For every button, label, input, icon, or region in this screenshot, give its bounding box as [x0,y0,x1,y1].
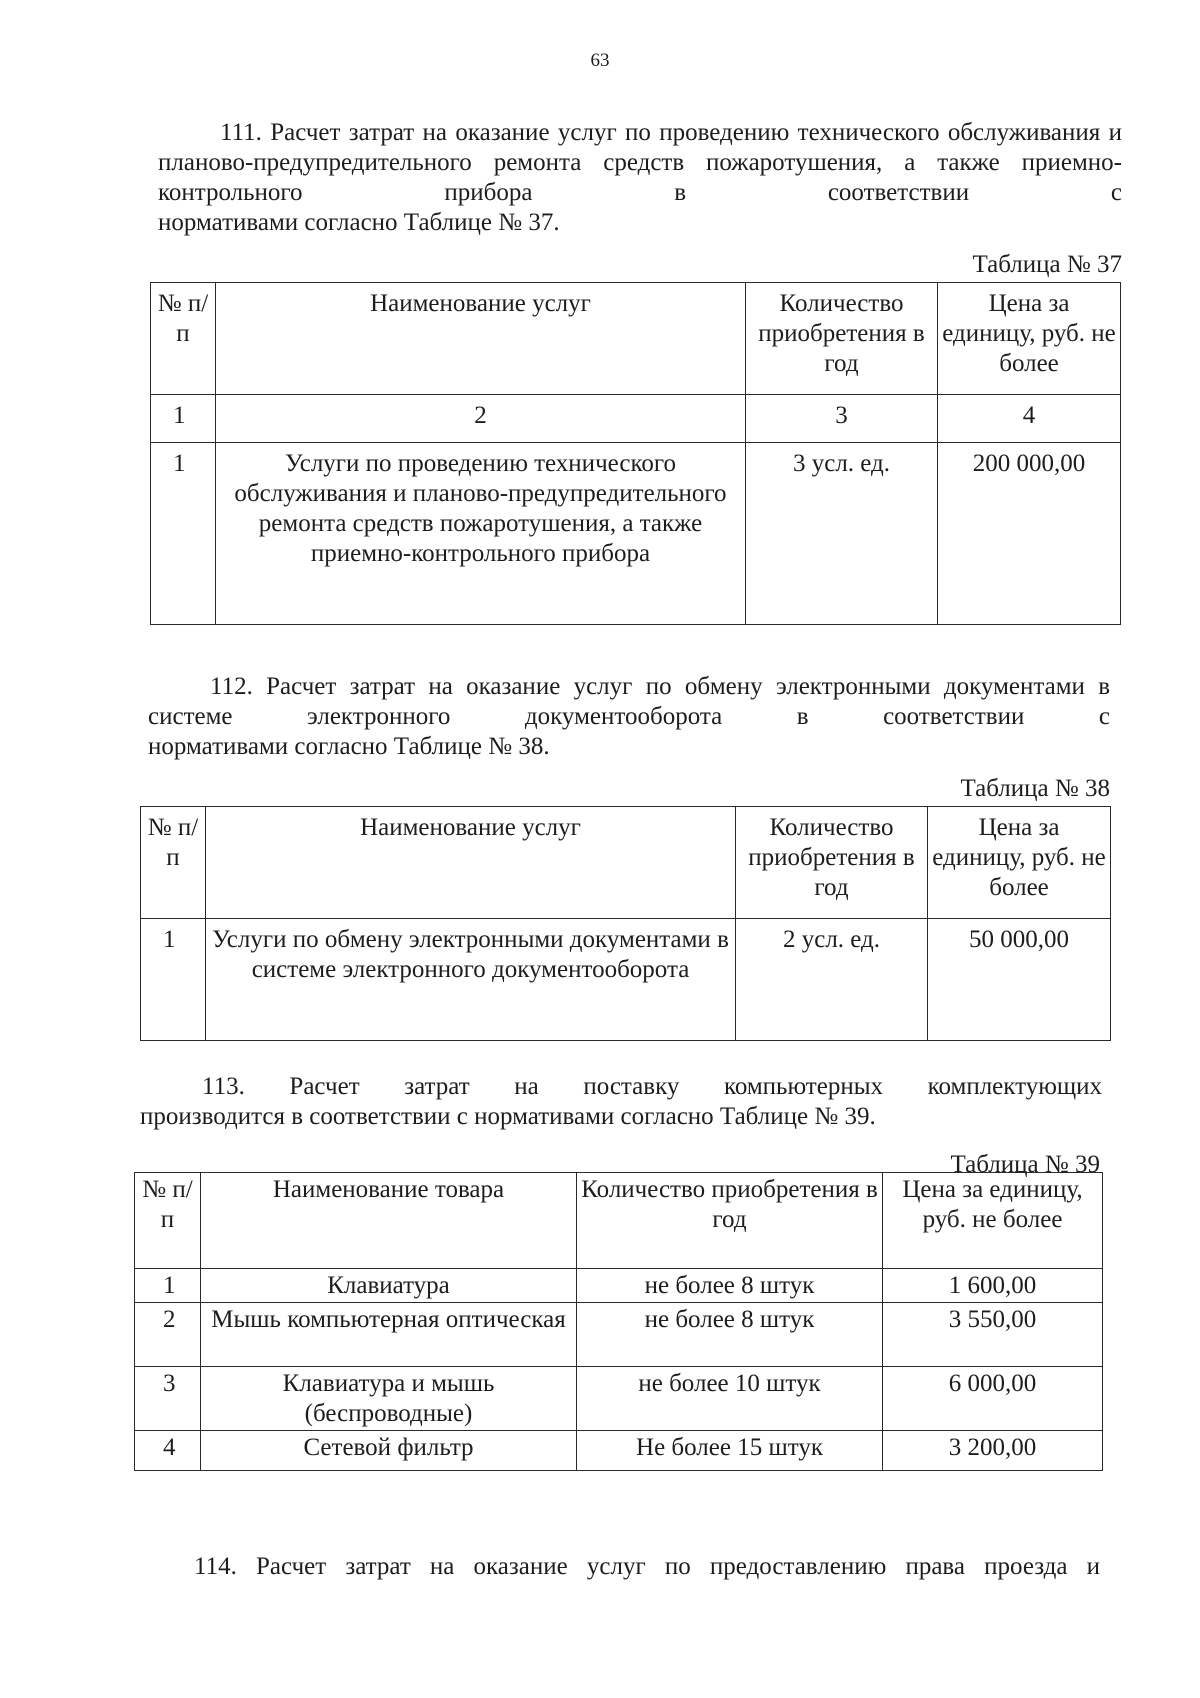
table-38 [140,806,1111,1041]
table-37-row-1-name: Услуги по проведению технического обслуживания и планово-предупредительного ремонта средств пожаротушения, а также приемно-контрольного прибора [216,443,746,625]
table-37-index-row [151,395,1121,443]
table-37-row-1-num: 1 [151,443,216,625]
table-39-header-num: № п/п [135,1173,201,1269]
table-39-row-2-num: 2 [135,1303,201,1367]
table-39-header-qty: Количество приобретения в год [577,1173,883,1269]
table-row [141,919,1111,1041]
paragraph-111-last-line: нормативами согласно Таблице № 37. [158,209,560,236]
paragraph-113 [140,1072,1102,1132]
table-39-row-2-name: Мышь компьютерная оптическая [201,1303,577,1367]
table-38-row-1-qty: 2 усл. ед. [736,919,928,1041]
table-39-row-3-price: 6 000,00 [883,1367,1103,1431]
table-row [135,1269,1103,1303]
table-37-index-3: 3 [746,395,938,443]
table-39-row-4-num: 4 [135,1431,201,1471]
paragraph-114 [132,1552,1100,1582]
table-row [151,443,1121,625]
table-39-row-3-name: Клавиатура и мышь (беспроводные) [201,1367,577,1431]
table-row [135,1303,1103,1367]
table-37-header-qty: Количество приобретения в год [746,283,938,395]
paragraph-112-text: 112. Расчет затрат на оказание услуг по обмену электронными документами в системе электронного документооборота в соответствии с [148,673,1110,730]
table-38-header-num: № п/п [141,807,206,919]
table-37-caption: Таблица № 37 [972,251,1122,278]
table-38-row-1-name: Услуги по обмену электронными документами в системе электронного документооборота [206,919,736,1041]
table-37-header-num: № п/п [151,283,216,395]
table-39-header-name: Наименование товара [201,1173,577,1269]
paragraph-113-text: 113. Расчет затрат на поставку компьютерных комплектующих [202,1073,1102,1100]
table-37-row-1-price: 200 000,00 [938,443,1121,625]
table-39-caption: Таблица № 39 [950,1151,1100,1178]
table-37-header-row [151,283,1121,395]
table-39-row-2-price: 3 550,00 [883,1303,1103,1367]
table-38-header-qty: Количество приобретения в год [736,807,928,919]
table-39-row-3-qty: не более 10 штук [577,1367,883,1431]
table-38-header-name: Наименование услуг [206,807,736,919]
paragraph-111-text: 111. Расчет затрат на оказание услуг по проведению технического обслуживания и планово-предупредительного ремонта средств пожаротушения, а также приемно-контрольного прибора в соответствии с [158,119,1122,206]
table-38-caption: Таблица № 38 [960,775,1110,802]
table-39-row-4-qty: Не более 15 штук [577,1431,883,1471]
table-39 [134,1172,1103,1471]
paragraph-112-last-line: нормативами согласно Таблице № 38. [148,733,550,760]
page-number: 63 [590,50,610,71]
table-39-row-1-name: Клавиатура [201,1269,577,1303]
table-37-index-4: 4 [938,395,1121,443]
table-39-row-4-price: 3 200,00 [883,1431,1103,1471]
table-37 [150,282,1121,625]
table-37-header-name: Наименование услуг [216,283,746,395]
table-39-row-1-num: 1 [135,1269,201,1303]
table-38-row-1-price: 50 000,00 [928,919,1111,1041]
table-38-header-row [141,807,1111,919]
table-39-row-4-name: Сетевой фильтр [201,1431,577,1471]
table-39-row-3-num: 3 [135,1367,201,1431]
table-38-header-price: Цена за единицу, руб. не более [928,807,1111,919]
table-row [135,1431,1103,1471]
table-row [135,1367,1103,1431]
table-37-index-1: 1 [151,395,216,443]
table-39-row-2-qty: не более 8 штук [577,1303,883,1367]
table-37-index-2: 2 [216,395,746,443]
table-39-row-1-price: 1 600,00 [883,1269,1103,1303]
table-39-header-row [135,1173,1103,1269]
paragraph-114-text: 114. Расчет затрат на оказание услуг по предоставлению права проезда и [194,1553,1100,1580]
paragraph-113-last-line: производится в соответствии с нормативами согласно Таблице № 39. [140,1103,876,1130]
table-37-header-price: Цена за единицу, руб. не более [938,283,1121,395]
paragraph-112 [148,672,1110,762]
table-39-row-1-qty: не более 8 штук [577,1269,883,1303]
table-38-row-1-num: 1 [141,919,206,1041]
table-39-header-price: Цена за единицу, руб. не более [883,1173,1103,1269]
paragraph-111 [158,118,1122,238]
table-37-row-1-qty: 3 усл. ед. [746,443,938,625]
